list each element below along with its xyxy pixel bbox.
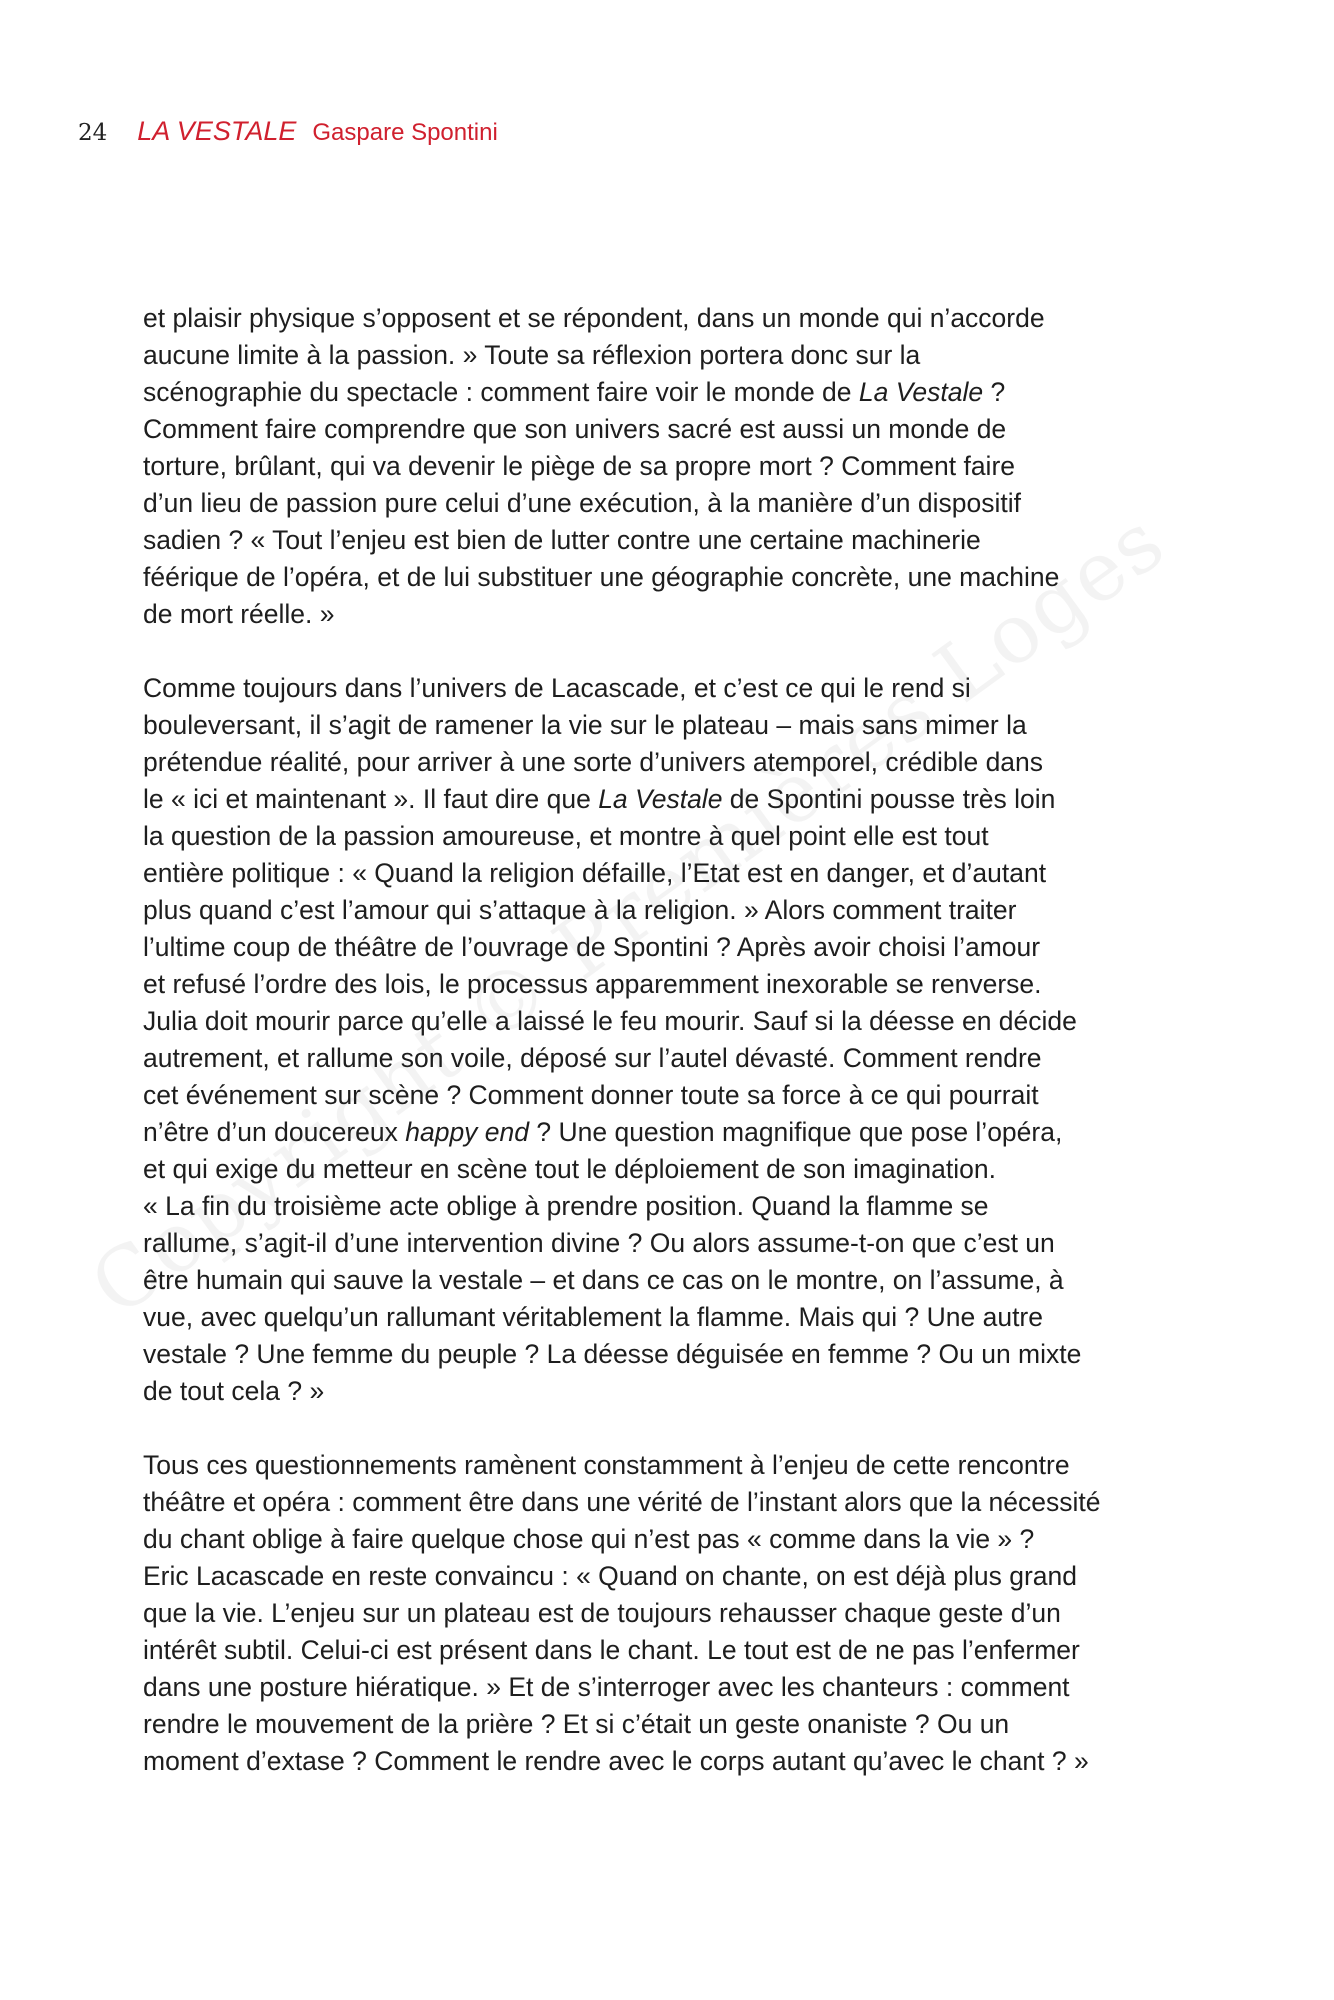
text-line: [143, 1299, 1203, 1336]
text-segment: Tous ces questionnements ramènent constamment à l’enjeu de cette rencontre: [143, 1450, 1070, 1480]
text-line: [143, 855, 1203, 892]
text-segment: et qui exige du metteur en scène tout le déploiement de son imagination.: [143, 1154, 996, 1184]
text-line: [143, 337, 1203, 374]
text-segment: Julia doit mourir parce qu’elle a laissé le feu mourir. Sauf si la déesse en décide: [143, 1006, 1077, 1036]
text-line: [143, 559, 1203, 596]
opera-title: LA VESTALE: [137, 116, 297, 146]
text-segment: vestale ? Une femme du peuple ? La déesse déguisée en femme ? Ou un mixte: [143, 1339, 1082, 1369]
text-segment: de mort réelle. »: [143, 599, 335, 629]
text-line: [143, 1003, 1203, 1040]
text-segment: d’un lieu de passion pure celui d’une exécution, à la manière d’un dispositif: [143, 488, 1022, 518]
paragraph: [143, 1447, 1203, 1780]
text-segment: n’être d’un doucereux: [143, 1117, 406, 1147]
text-line: [143, 929, 1203, 966]
text-line: [143, 1262, 1203, 1299]
text-segment: rallume, s’agit-il d’une intervention divine ? Ou alors assume-t-on que c’est un: [143, 1228, 1055, 1258]
text-line: [143, 1114, 1203, 1151]
text-segment: plus quand c’est l’amour qui s’attaque à la religion. » Alors comment traiter: [143, 895, 1017, 925]
text-segment: torture, brûlant, qui va devenir le piège de sa propre mort ? Comment faire: [143, 451, 1016, 481]
italic-title: happy end: [405, 1117, 530, 1147]
text-segment: que la vie. L’enjeu sur un plateau est de toujours rehausser chaque geste d’un: [143, 1598, 1061, 1628]
text-line: [143, 1040, 1203, 1077]
text-segment: sadien ? « Tout l’enjeu est bien de lutter contre une certaine machinerie: [143, 525, 981, 555]
text-line: [143, 818, 1203, 855]
text-segment: intérêt subtil. Celui-ci est présent dans le chant. Le tout est de ne pas l’enfermer: [143, 1635, 1080, 1665]
text-line: [143, 1743, 1203, 1780]
text-line: [143, 1188, 1203, 1225]
text-line: [143, 1225, 1203, 1262]
text-line: [143, 1151, 1203, 1188]
text-line: [143, 892, 1203, 929]
text-segment: moment d’extase ? Comment le rendre avec le corps autant qu’avec le chant ? »: [143, 1746, 1089, 1776]
text-segment: dans une posture hiératique. » Et de s’interroger avec les chanteurs : comment: [143, 1672, 1070, 1702]
text-segment: ? Une question magnifique que pose l’opéra,: [529, 1117, 1063, 1147]
text-segment: prétendue réalité, pour arriver à une sorte d’univers atemporel, crédible dans: [143, 747, 1044, 777]
text-line: [143, 522, 1203, 559]
text-line: [143, 1373, 1203, 1410]
page-number: 24: [78, 120, 108, 146]
text-segment: de Spontini pousse très loin: [722, 784, 1056, 814]
text-segment: autrement, et rallume son voile, déposé sur l’autel dévasté. Comment rendre: [143, 1043, 1042, 1073]
text-segment: cet événement sur scène ? Comment donner toute sa force à ce qui pourrait: [143, 1080, 1039, 1110]
text-segment: et refusé l’ordre des lois, le processus apparemment inexorable se renverse.: [143, 969, 1042, 999]
text-segment: l’ultime coup de théâtre de l’ouvrage de Spontini ? Après avoir choisi l’amour: [143, 932, 1041, 962]
running-head: [78, 116, 498, 156]
text-line: [143, 1632, 1203, 1669]
text-line: [143, 448, 1203, 485]
paragraph: [143, 670, 1203, 1410]
text-line: [143, 1077, 1203, 1114]
text-segment: Comment faire comprendre que son univers sacré est aussi un monde de: [143, 414, 1007, 444]
text-line: [143, 485, 1203, 522]
text-line: [143, 1669, 1203, 1706]
text-segment: du chant oblige à faire quelque chose qui n’est pas « comme dans la vie » ?: [143, 1524, 1035, 1554]
text-line: [143, 1521, 1203, 1558]
text-segment: scénographie du spectacle : comment faire voir le monde de: [143, 377, 859, 407]
text-line: [143, 781, 1203, 818]
text-segment: aucune limite à la passion. » Toute sa réflexion portera donc sur la: [143, 340, 921, 370]
text-segment: rendre le mouvement de la prière ? Et si c’était un geste onaniste ? Ou un: [143, 1709, 1010, 1739]
text-line: [143, 670, 1203, 707]
text-segment: féérique de l’opéra, et de lui substituer une géographie concrète, une machine: [143, 562, 1060, 592]
text-line: [143, 1558, 1203, 1595]
composer-name: Gaspare Spontini: [312, 119, 498, 146]
text-line: [143, 596, 1203, 633]
italic-title: La Vestale: [858, 377, 984, 407]
text-segment: entière politique : « Quand la religion défaille, l’Etat est en danger, et d’autant: [143, 858, 1047, 888]
text-line: [143, 411, 1203, 448]
text-line: [143, 1447, 1203, 1484]
text-segment: vue, avec quelqu’un rallumant véritablement la flamme. Mais qui ? Une autre: [143, 1302, 1043, 1332]
text-segment: ?: [983, 377, 1006, 407]
text-segment: « La fin du troisième acte oblige à prendre position. Quand la flamme se: [143, 1191, 989, 1221]
text-line: [143, 744, 1203, 781]
text-line: [143, 374, 1203, 411]
text-line: [143, 300, 1203, 337]
paragraph: [143, 300, 1203, 633]
text-line: [143, 1484, 1203, 1521]
text-segment: de tout cela ? »: [143, 1376, 325, 1406]
text-segment: théâtre et opéra : comment être dans une vérité de l’instant alors que la nécessité: [143, 1487, 1101, 1517]
body-text: [143, 300, 1203, 1817]
text-segment: la question de la passion amoureuse, et montre à quel point elle est tout: [143, 821, 989, 851]
text-segment: être humain qui sauve la vestale – et dans ce cas on le montre, on l’assume, à: [143, 1265, 1064, 1295]
text-line: [143, 1595, 1203, 1632]
text-line: [143, 966, 1203, 1003]
text-line: [143, 707, 1203, 744]
text-segment: Comme toujours dans l’univers de Lacascade, et c’est ce qui le rend si: [143, 673, 971, 703]
text-line: [143, 1706, 1203, 1743]
text-segment: Eric Lacascade en reste convaincu : « Quand on chante, on est déjà plus grand: [143, 1561, 1077, 1591]
text-line: [143, 1336, 1203, 1373]
text-segment: et plaisir physique s’opposent et se répondent, dans un monde qui n’accorde: [143, 303, 1045, 333]
text-segment: bouleversant, il s’agit de ramener la vie sur le plateau – mais sans mimer la: [143, 710, 1027, 740]
text-segment: le « ici et maintenant ». Il faut dire que: [143, 784, 599, 814]
italic-title: La Vestale: [598, 784, 723, 814]
